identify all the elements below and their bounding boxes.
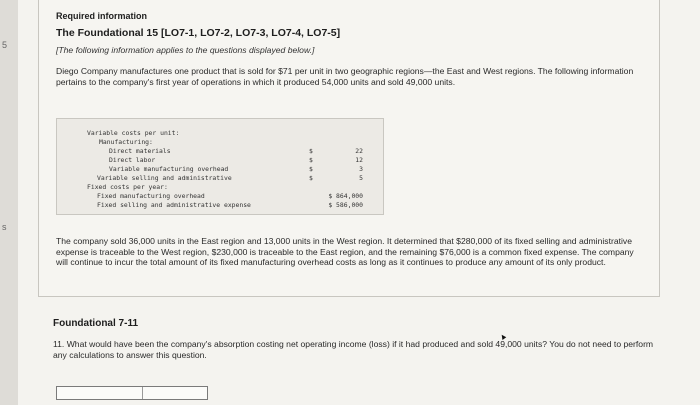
answer-divider	[142, 387, 143, 399]
table-row	[57, 138, 383, 147]
table-row	[57, 174, 383, 183]
row-label: Direct labor	[109, 156, 156, 164]
row-value: 22	[355, 147, 363, 155]
question-page	[18, 0, 700, 405]
row-label: Manufacturing:	[99, 138, 153, 146]
dollar-sign: $	[309, 165, 313, 173]
answer-input[interactable]	[56, 386, 208, 400]
cursor-icon: ▲	[497, 330, 509, 343]
table-row	[57, 147, 383, 156]
dollar-sign: $	[309, 156, 313, 164]
dollar-sign: $	[309, 174, 313, 182]
row-value: 5	[359, 174, 363, 182]
row-label: Fixed selling and administrative expense	[97, 201, 251, 209]
intro-paragraph: Diego Company manufactures one product that is sold for $71 per unit in two geographic regions—the East and West regions. The following information pertains to the company's first year of operations in which it produced 54,000 units and sold 49,000 units.	[56, 66, 634, 87]
table-row	[57, 201, 383, 210]
row-label: Variable selling and administrative	[97, 174, 232, 182]
table-row	[57, 129, 383, 138]
row-label: Variable manufacturing overhead	[109, 165, 229, 173]
section-title: Foundational 7-11	[53, 318, 139, 329]
row-label: Direct materials	[109, 147, 171, 155]
left-margin-strip	[0, 0, 18, 405]
applies-note: [The following information applies to the questions displayed below.]	[56, 45, 315, 55]
required-info-heading: Required information	[56, 11, 148, 21]
table-row	[57, 156, 383, 165]
edge-mark: 5	[2, 40, 8, 50]
row-label: Fixed costs per year:	[87, 183, 168, 191]
row-label: Fixed manufacturing overhead	[97, 192, 205, 200]
region-paragraph: The company sold 36,000 units in the East region and 13,000 units in the West region. It determined that $280,000 of its fixed selling and administrative expense is traceable to the West region, $230,000 is traceable to the East region, and the remaining $76,000 is a common fixed expense. The company will continue to incur the total amount of its fixed manufacturing overhead costs as long as it continues to produce any amount of its only product.	[56, 236, 634, 267]
row-value: $ 586,000	[328, 201, 363, 209]
required-information-panel	[38, 0, 660, 297]
cost-data-table	[56, 118, 384, 215]
table-row	[57, 183, 383, 192]
table-row	[57, 165, 383, 174]
dollar-sign: $	[309, 147, 313, 155]
problem-title: The Foundational 15 [LO7-1, LO7-2, LO7-3, LO7-4, LO7-5]	[56, 27, 341, 39]
question-text: 11. What would have been the company's absorption costing net operating income (loss) if it had produced and sold 49,000 units? You do not need to perform any calculations to answer this question.	[53, 339, 654, 360]
table-row	[57, 192, 383, 201]
row-label: Variable costs per unit:	[87, 129, 180, 137]
row-value: 12	[355, 156, 363, 164]
edge-mark: s	[2, 222, 7, 232]
row-value: 3	[359, 165, 363, 173]
row-value: $ 864,000	[328, 192, 363, 200]
